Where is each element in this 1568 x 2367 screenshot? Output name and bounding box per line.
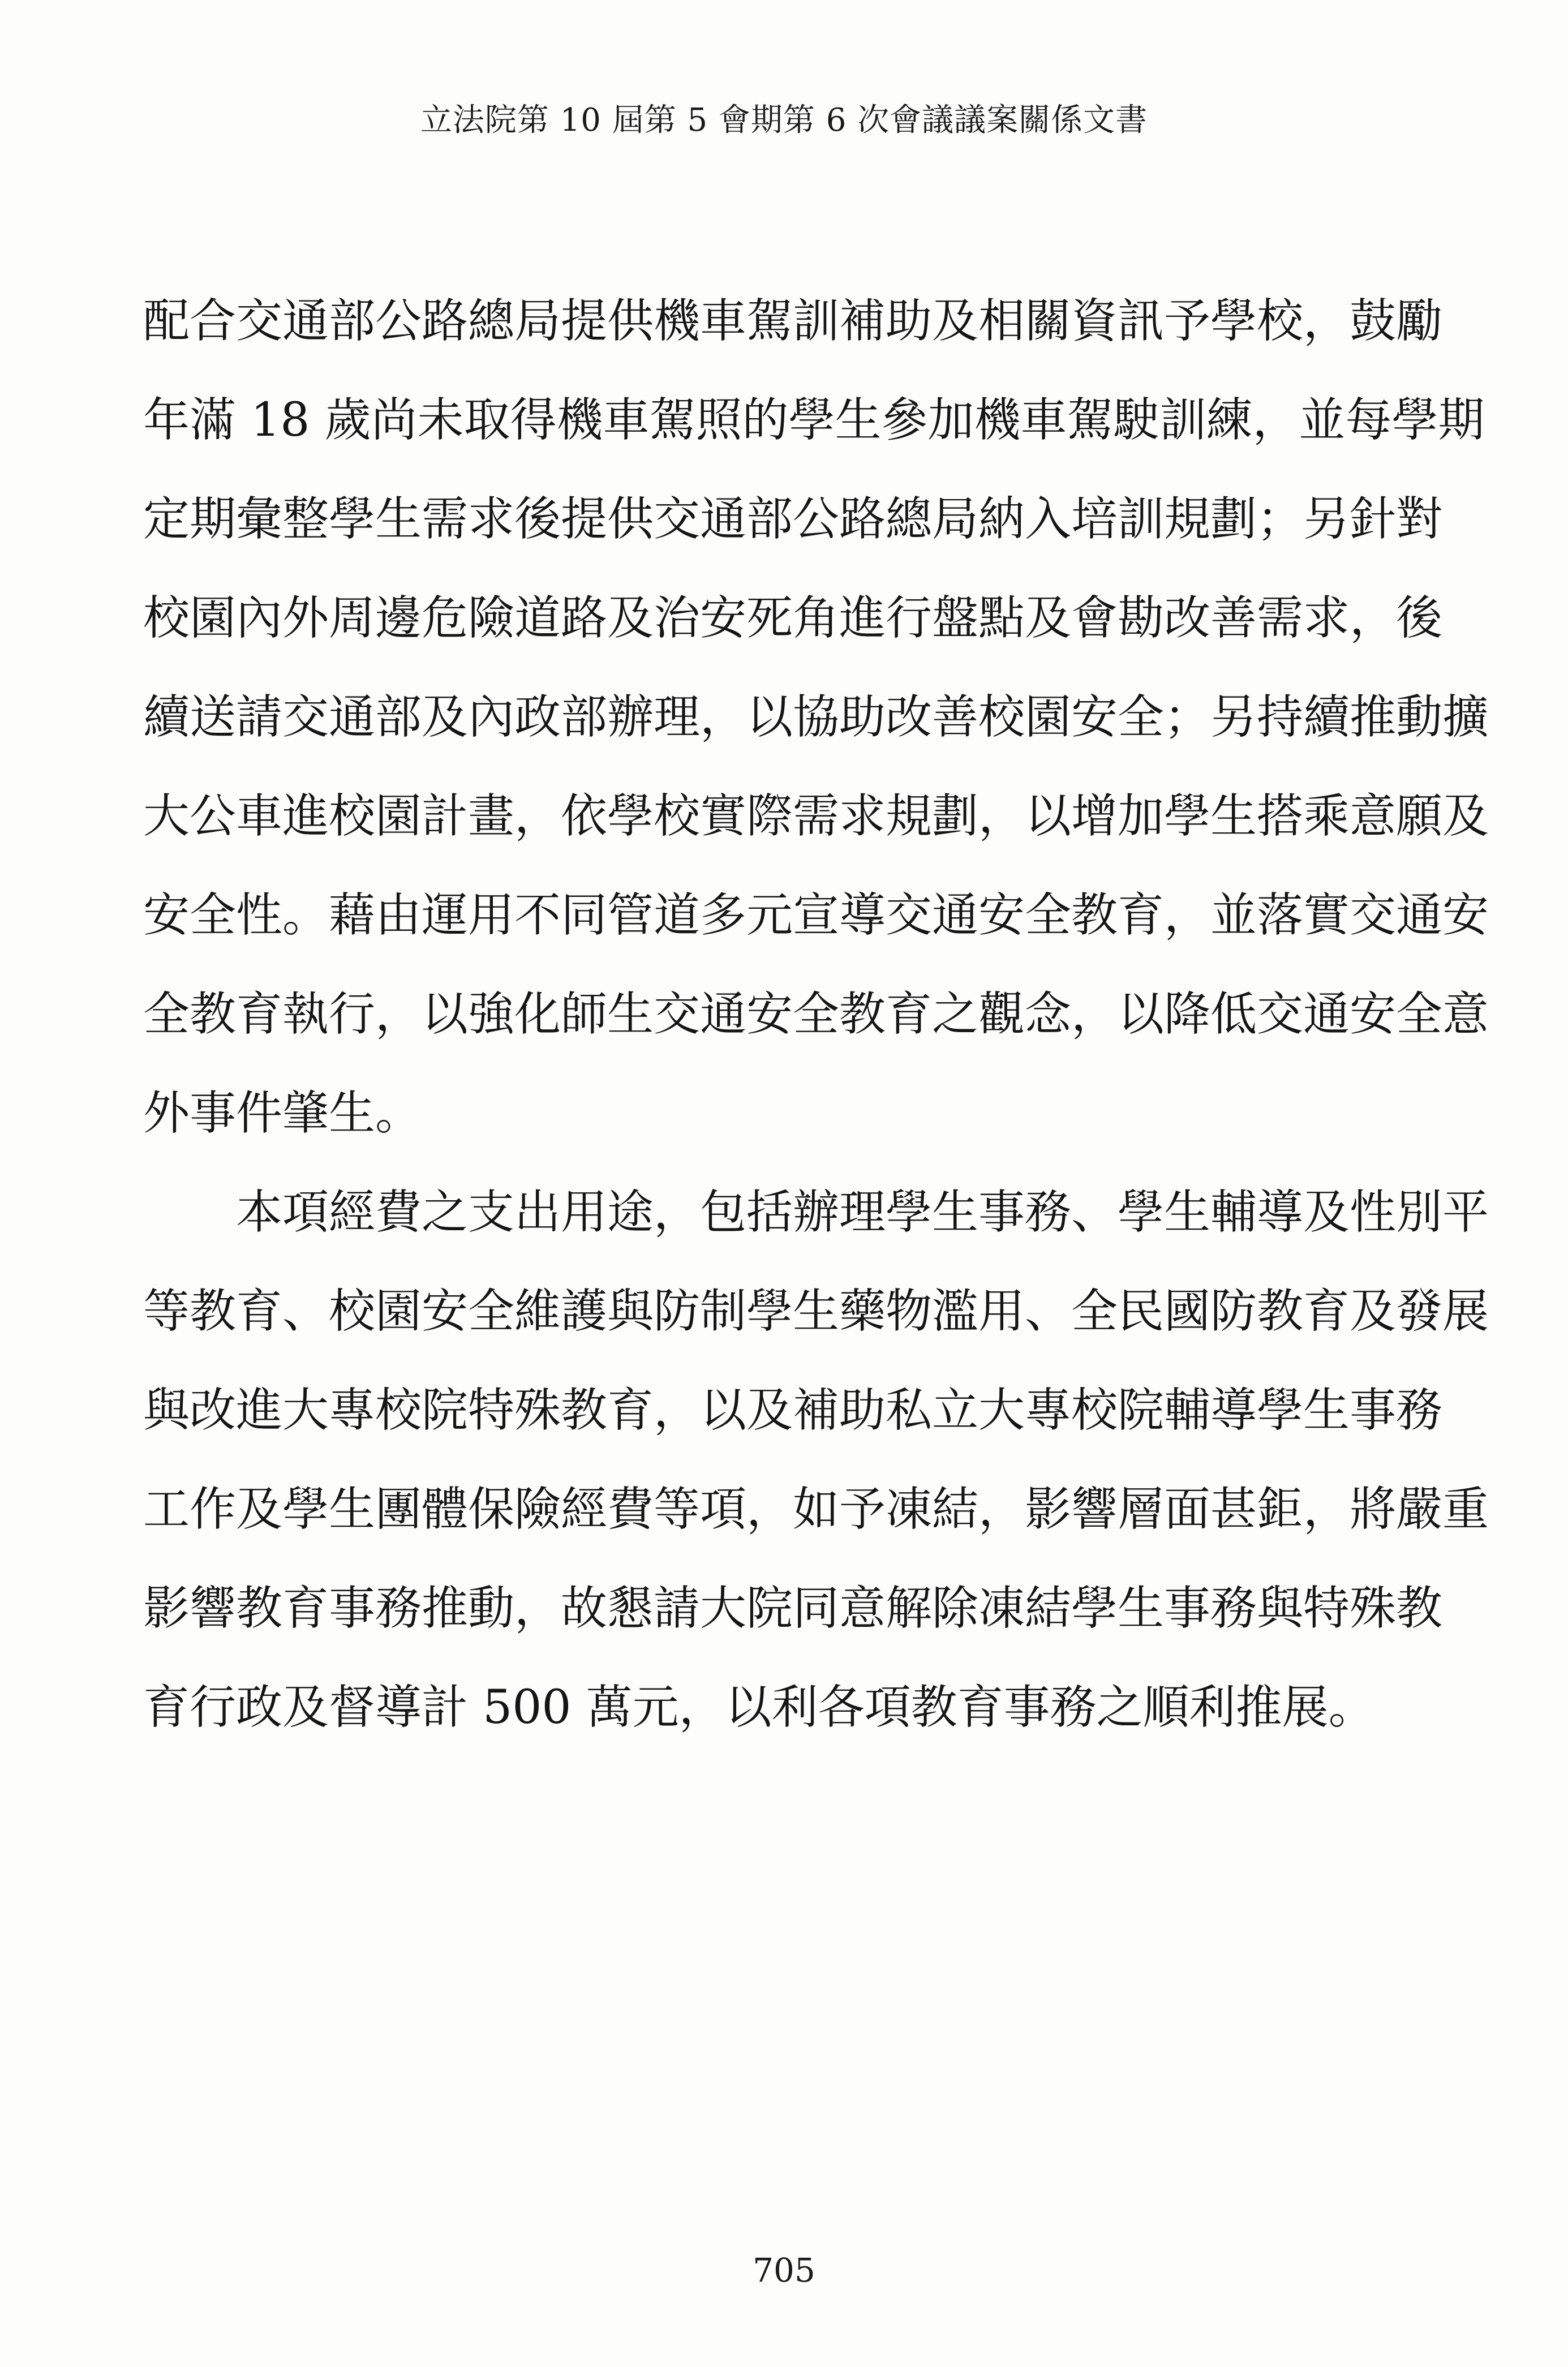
text-line: 定期彙整學生需求後提供交通部公路總局納入培訓規劃；另針對 — [143, 492, 1443, 546]
text-line: 育行政及督導計 500 萬元，以利各項教育事務之順利推展。 — [143, 1681, 1375, 1734]
text-line: 配合交通部公路總局提供機車駕訓補助及相關資訊予學校，鼓勵 — [143, 294, 1443, 348]
paragraph-1 — [143, 272, 1489, 1163]
text-line: 大公車進校園計畫，依學校實際需求規劃，以增加學生搭乘意願及 — [143, 789, 1489, 843]
document-body — [143, 272, 1489, 1757]
text-line: 外事件肇生。 — [143, 1086, 422, 1140]
paragraph-2 — [143, 1163, 1489, 1757]
page-number: 705 — [753, 2251, 815, 2289]
text-line: 安全性。藉由運用不同管道多元宣導交通安全教育，並落實交通安 — [143, 888, 1489, 942]
text-line: 續送請交通部及內政部辦理，以協助改善校園安全；另持續推動擴 — [143, 690, 1489, 744]
text-line: 工作及學生團體保險經費等項，如予凍結，影響層面甚鉅，將嚴重 — [143, 1483, 1489, 1536]
text-line: 等教育、校園安全維護與防制學生藥物濫用、全民國防教育及發展 — [143, 1285, 1489, 1338]
text-line: 與改進大專校院特殊教育，以及補助私立大專校院輔導學生事務 — [143, 1384, 1443, 1437]
text-line: 全教育執行，以強化師生交通安全教育之觀念，以降低交通安全意 — [143, 987, 1489, 1041]
text-line: 影響教育事務推動，故懇請大院同意解除凍結學生事務與特殊教 — [143, 1582, 1443, 1635]
text-line: 本項經費之支出用途，包括辦理學生事務、學生輔導及性別平 — [143, 1185, 1489, 1239]
text-line: 年滿 18 歲尚未取得機車駕照的學生參加機車駕駛訓練，並每學期 — [143, 393, 1485, 447]
document-header: 立法院第 10 屆第 5 會期第 6 次會議議案關係文書 — [420, 102, 1148, 139]
text-line: 校園內外周邊危險道路及治安死角進行盤點及會勘改善需求，後 — [143, 591, 1443, 645]
